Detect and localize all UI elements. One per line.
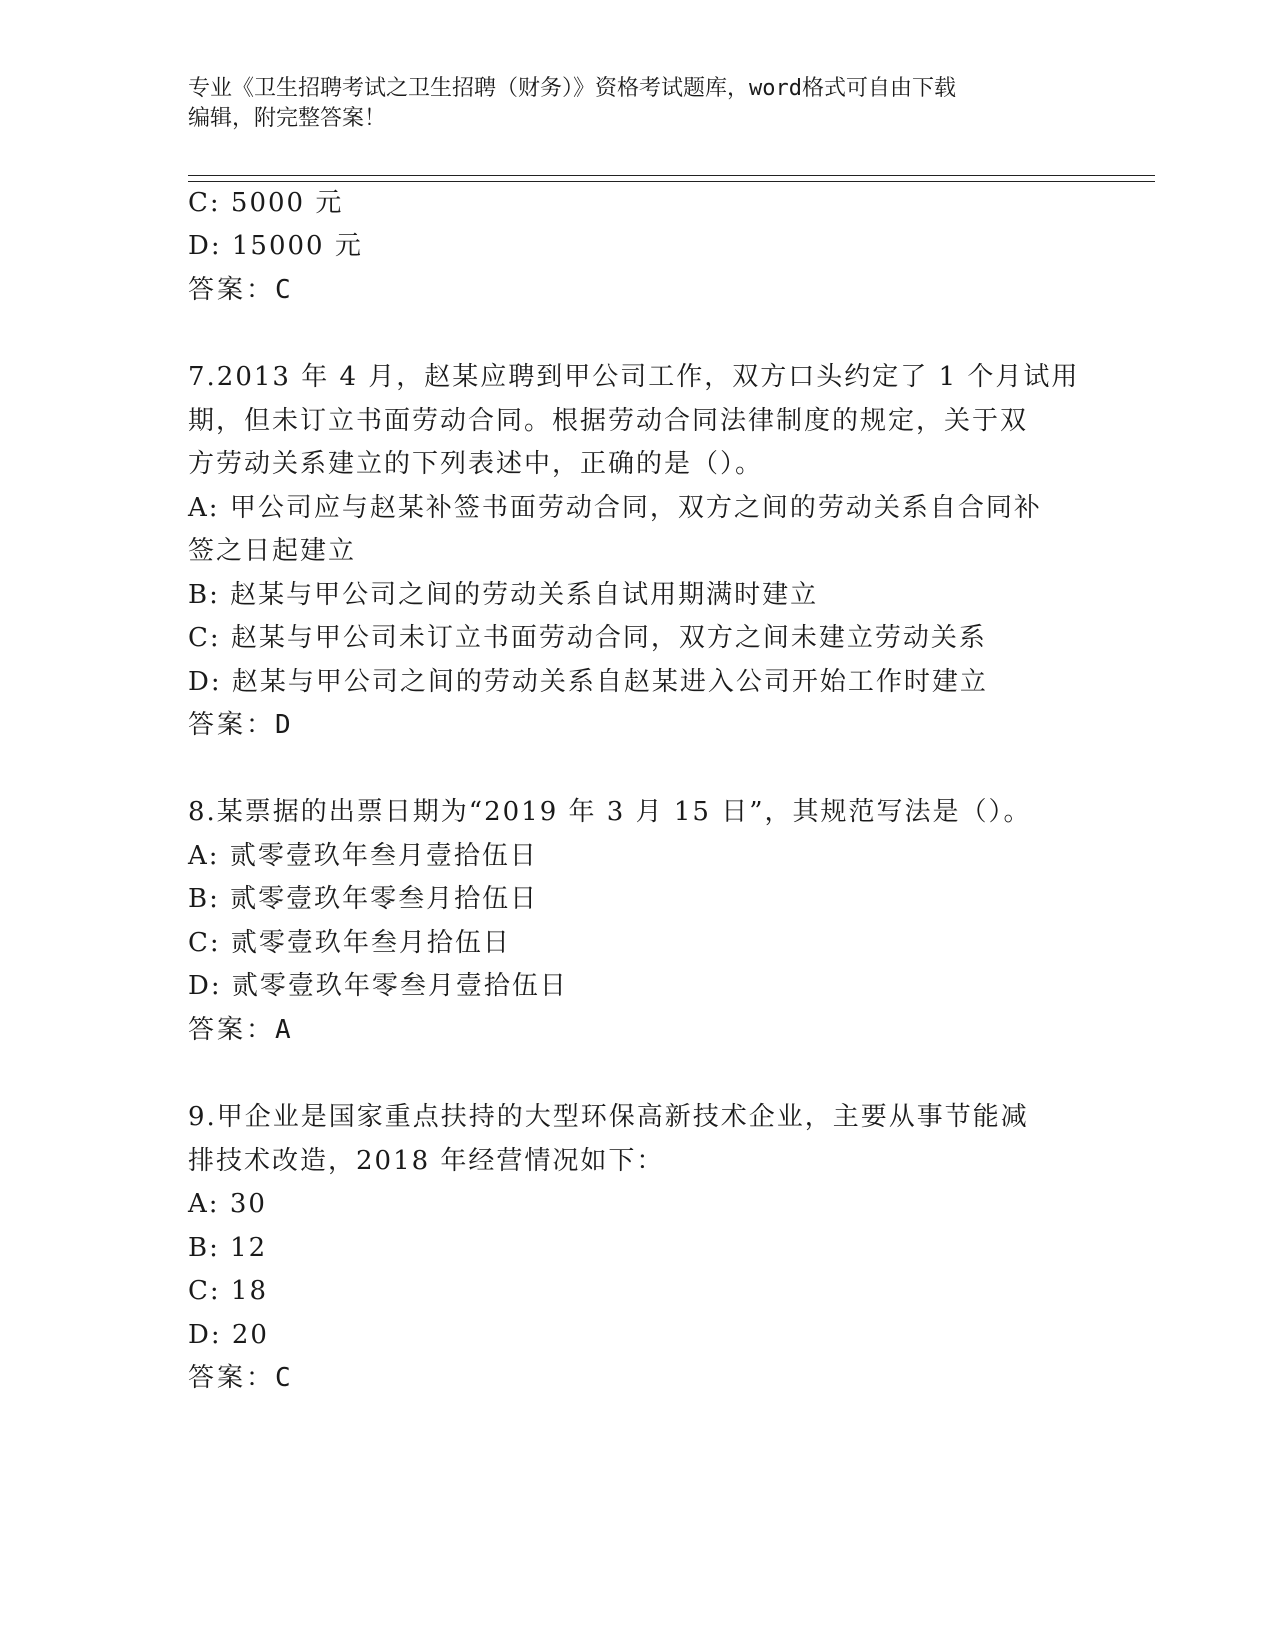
header-line-1: 专业《卫生招聘考试之卫生招聘（财务）》资格考试题库，word格式可自由下载 <box>188 76 956 101</box>
q8-option-d: D: 贰零壹玖年零叁月壹拾伍日 <box>188 971 568 1001</box>
header-rule-bottom <box>188 181 1155 182</box>
q8-answer: 答案：A <box>188 1015 293 1045</box>
q8-option-c: C: 贰零壹玖年叁月拾伍日 <box>188 928 511 958</box>
q9-stem-line-1: 9.甲企业是国家重点扶持的大型环保高新技术企业，主要从事节能减 <box>188 1102 1029 1132</box>
q7-option-a-continued: 签之日起建立 <box>188 536 357 566</box>
header-line-2: 编辑，附完整答案！ <box>188 106 387 131</box>
document-header <box>188 74 1088 134</box>
q7-answer: 答案：D <box>188 710 293 740</box>
q6-option-d: D: 15000 元 <box>188 231 363 261</box>
q8-option-a: A: 贰零壹玖年叁月壹拾伍日 <box>188 841 538 871</box>
q7-option-b: B: 赵某与甲公司之间的劳动关系自试用期满时建立 <box>188 580 819 610</box>
q7-option-a: A: 甲公司应与赵某补签书面劳动合同，双方之间的劳动关系自合同补 <box>188 493 1042 523</box>
q7-stem-line-1: 7.2013 年 4 月，赵某应聘到甲公司工作，双方口头约定了 1 个月试用 <box>188 362 1080 392</box>
q6-answer: 答案：C <box>188 275 293 305</box>
q7-option-d: D: 赵某与甲公司之间的劳动关系自赵某进入公司开始工作时建立 <box>188 667 988 697</box>
q9-option-c: C: 18 <box>188 1276 269 1306</box>
q9-stem-line-2: 排技术改造，2018 年经营情况如下： <box>188 1146 665 1176</box>
q6-option-c: C: 5000 元 <box>188 188 344 218</box>
q9-option-d: D: 20 <box>188 1320 269 1350</box>
q8-stem-line-1: 8.某票据的出票日期为“2019 年 3 月 15 日”，其规范写法是（）。 <box>188 797 1032 827</box>
q9-option-b: B: 12 <box>188 1233 268 1263</box>
header-rule-top <box>188 175 1155 176</box>
q9-option-a: A: 30 <box>188 1189 267 1219</box>
q7-stem-line-3: 方劳动关系建立的下列表述中，正确的是（）。 <box>188 449 764 479</box>
q7-option-c: C: 赵某与甲公司未订立书面劳动合同，双方之间未建立劳动关系 <box>188 623 987 653</box>
q7-stem-line-2: 期，但未订立书面劳动合同。根据劳动合同法律制度的规定，关于双 <box>188 406 1029 436</box>
q9-answer: 答案：C <box>188 1363 293 1393</box>
q8-option-b: B: 贰零壹玖年零叁月拾伍日 <box>188 884 539 914</box>
